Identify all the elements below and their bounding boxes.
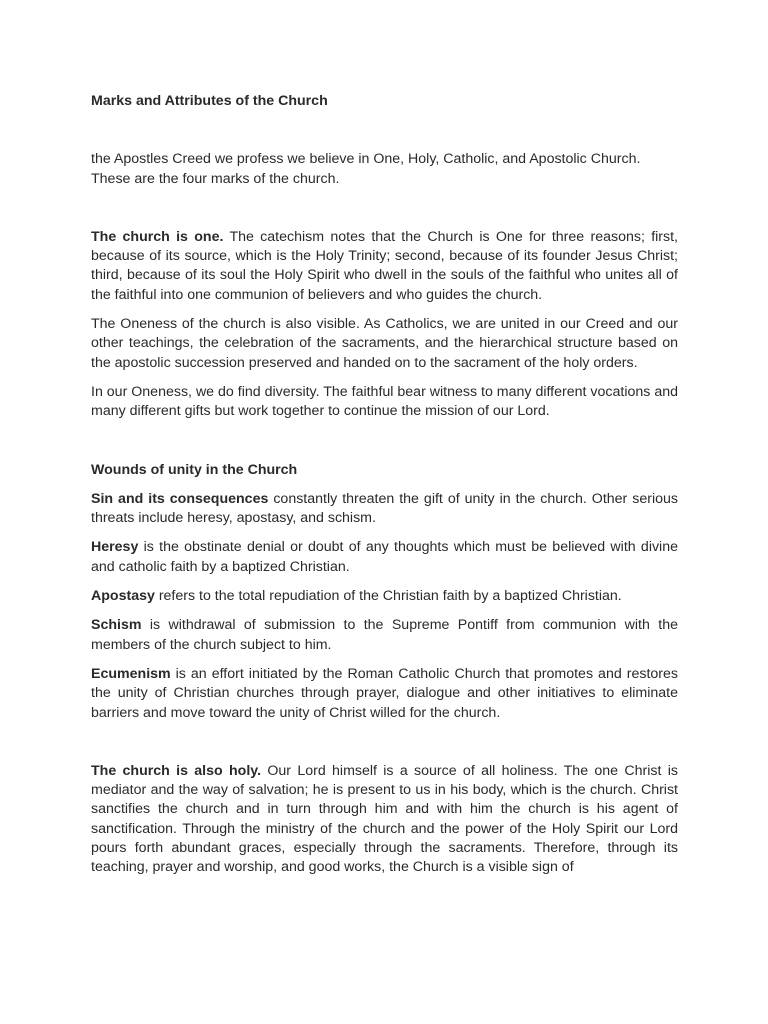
apostasy-text: refers to the total repudiation of the Christian faith by a baptized Christian. <box>154 588 622 605</box>
schism-text: is withdrawal of submission to the Supreme Pontiff from communion with the members of the church subject to him. <box>91 617 678 653</box>
document-page <box>91 92 678 878</box>
document-title: Marks and Attributes of the Church <box>91 93 328 109</box>
schism-term: Schism <box>91 617 142 634</box>
ecumenism-term: Ecumenism <box>91 665 171 682</box>
ecumenism-text: is an effort initiated by the Roman Catholic Church that promotes and restores the unity of Christian churches through prayer, dialogue and other initiatives to eliminate barriers and move toward the unity of Christ willed for the church. <box>91 665 678 721</box>
church-is-holy-lead: The church is also holy. <box>91 762 262 779</box>
heresy-term: Heresy <box>91 539 139 556</box>
wounds-heading: Wounds of unity in the Church <box>91 461 298 478</box>
diversity-paragraph: In our Oneness, we do find diversity. The faithful bear witness to many different vocations and many different gifts but work together to continue the mission of our Lord. <box>91 383 678 420</box>
sin-paragraph <box>91 490 678 529</box>
church-is-one-paragraph <box>91 228 678 305</box>
heresy-text: is the obstinate denial or doubt of any thoughts which must be believed with divine and catholic faith by a baptized Christian. <box>91 539 678 575</box>
church-is-holy-paragraph <box>91 762 678 878</box>
apostasy-term: Apostasy <box>91 588 155 605</box>
schism-paragraph <box>91 616 678 655</box>
church-is-one-text: The catechism notes that the Church is One for three reasons; first, because of its source, which is the Holy Trinity; second, because of its founder Jesus Christ; third, because of its soul the Holy Spirit who dwell in the souls of the faithful who unites all of the faithful into one communion of believers and who guides the church. <box>91 228 678 303</box>
sin-term: Sin and its consequences <box>91 490 269 507</box>
oneness-visible-paragraph: The Oneness of the church is also visible. As Catholics, we are united in our Creed and our other teachings, the celebration of the sacraments, and the hierarchical structure based on the apostolic succession preserved and handed on to the sacrament of the holy orders. <box>91 316 678 371</box>
church-is-holy-text: Our Lord himself is a source of all holiness. The one Christ is mediator and the way of salvation; he is present to us in his body, which is the church. Christ sanctifies the church and in turn through him and with him the church is his agent of sanctification. Through the ministry of the church and the power of the Holy Spirit our Lord pours forth abundant graces, especially through the sacraments. Therefore, through its teaching, prayer and worship, and good works, the Church is a visible sign of <box>91 762 678 876</box>
heresy-paragraph <box>91 538 678 577</box>
sin-text: constantly threaten the gift of unity in the church. Other serious threats include heresy, apostasy, and schism. <box>91 490 678 527</box>
church-is-one-lead: The church is one. <box>91 228 224 245</box>
intro-paragraph: the Apostles Creed we profess we believe in One, Holy, Catholic, and Apostolic Church. These are the four marks of the church. <box>91 151 641 187</box>
apostasy-paragraph <box>91 587 678 606</box>
ecumenism-paragraph <box>91 665 678 723</box>
